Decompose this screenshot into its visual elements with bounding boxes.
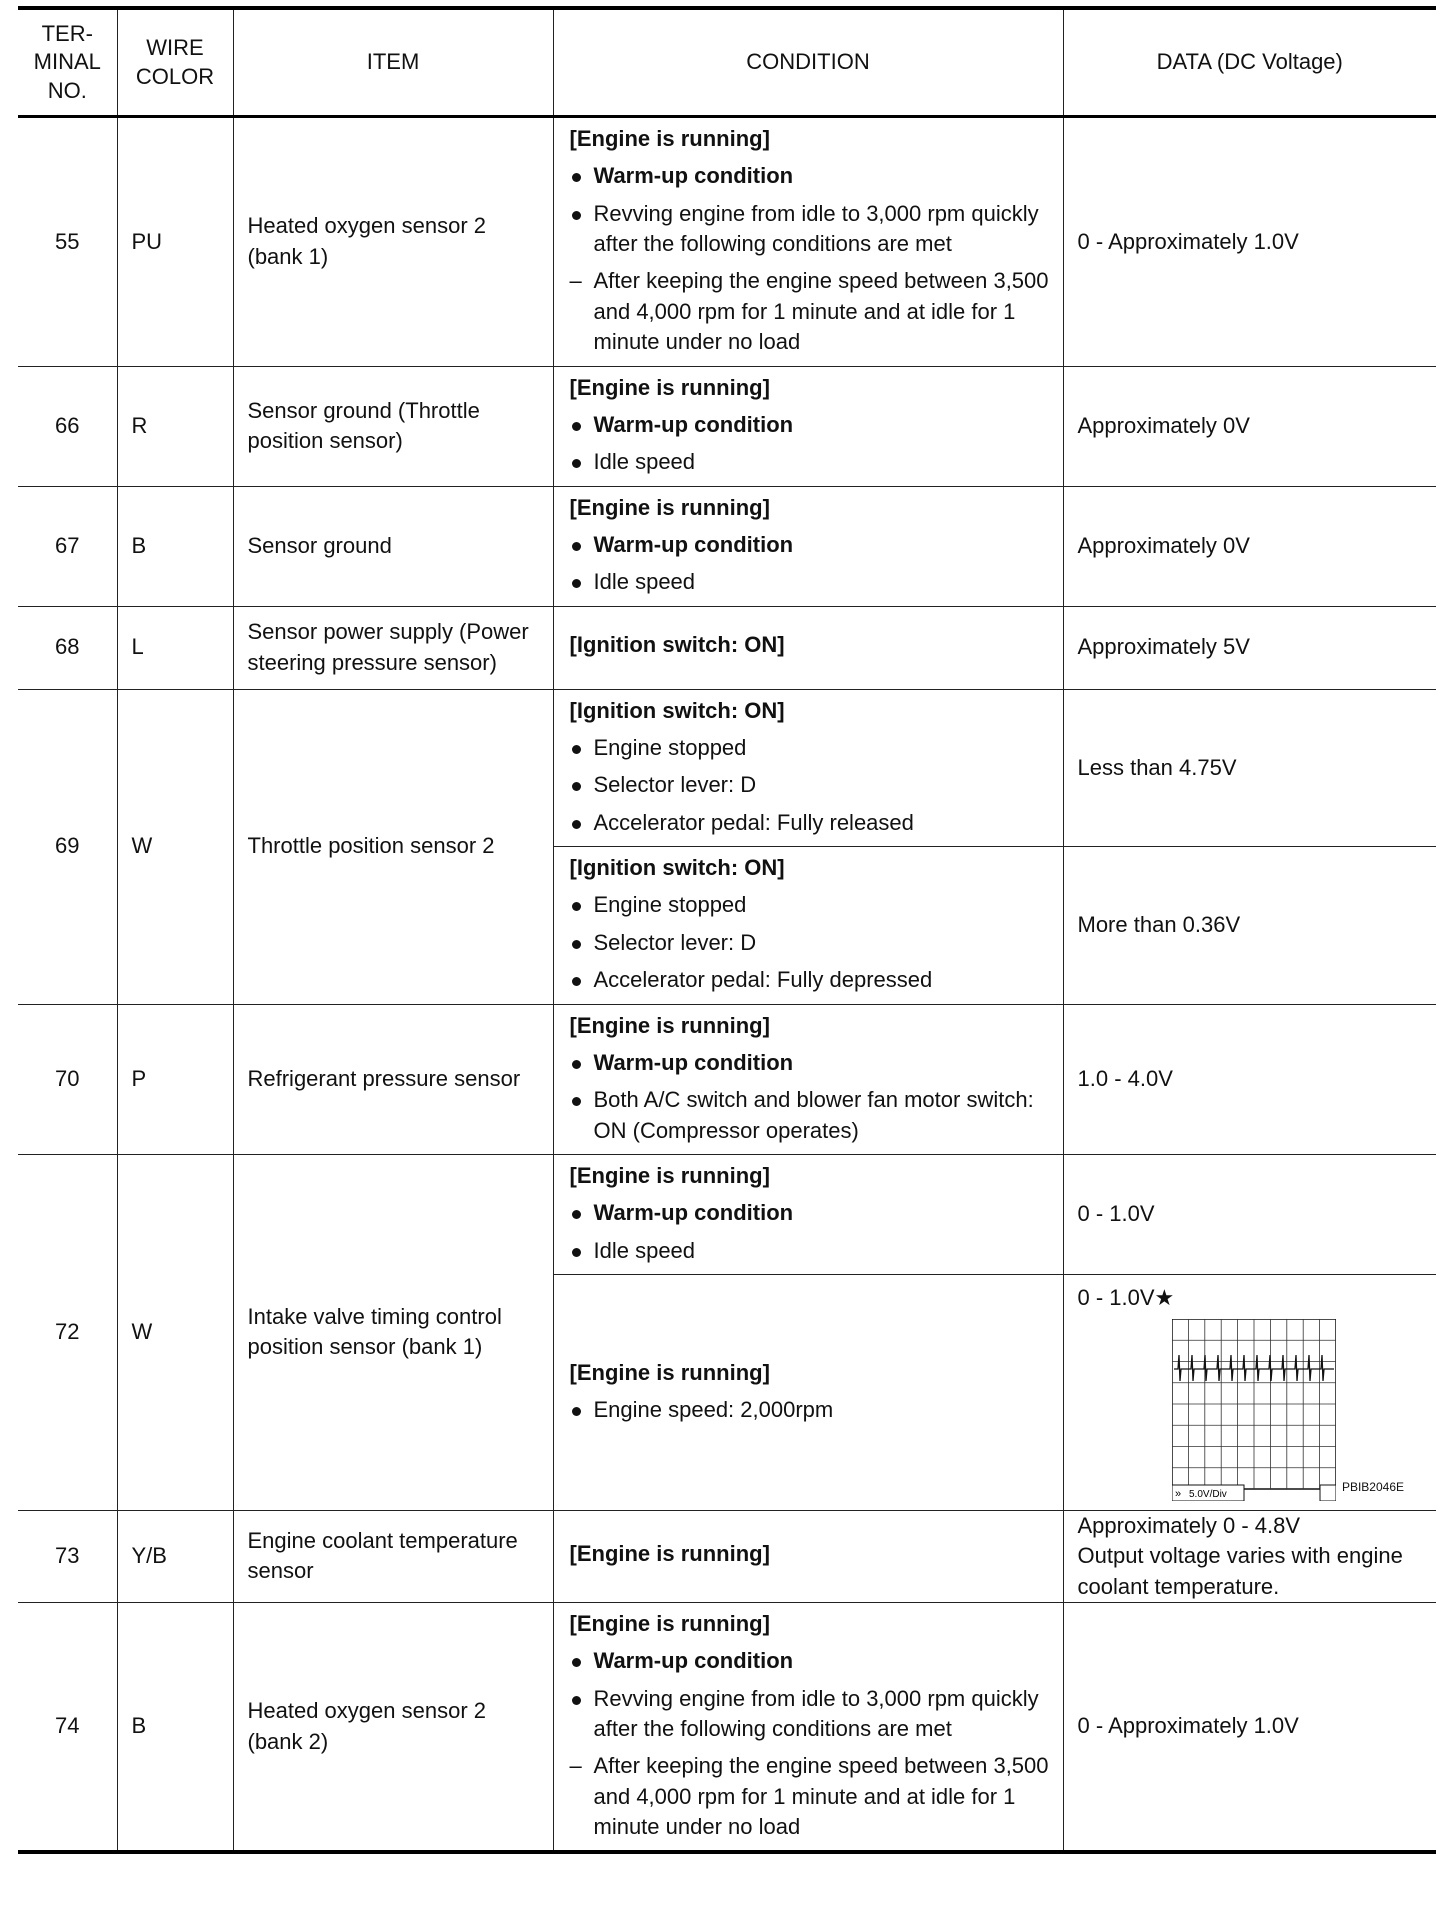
terminal-cell: 73 <box>18 1510 117 1602</box>
wire-color-cell: Y/B <box>117 1510 233 1602</box>
item-cell: Refrigerant pressure sensor <box>233 1004 553 1154</box>
table-row <box>18 486 1436 606</box>
condition-item: Revving engine from idle to 3,000 rpm quickly after the following conditions are met <box>570 199 1057 260</box>
item-cell: Heated oxygen sensor 2 (bank 2) <box>233 1602 553 1852</box>
scope-division-label: 5.0V/Div <box>1188 1489 1227 1501</box>
data-cell: 1.0 - 4.0V <box>1063 1004 1436 1154</box>
item-cell: Sensor ground (Throttle position sensor) <box>233 366 553 486</box>
wire-color-cell: PU <box>117 117 233 367</box>
item-cell: Engine coolant temperature sensor <box>233 1510 553 1602</box>
terminal-cell: 72 <box>18 1154 117 1510</box>
terminal-cell: 68 <box>18 606 117 689</box>
condition-cell <box>553 1510 1063 1602</box>
condition-item: Idle speed <box>570 447 1057 477</box>
condition-header: [Engine is running] <box>569 1012 770 1038</box>
condition-item: Accelerator pedal: Fully released <box>570 808 1057 838</box>
condition-item: Warm-up condition <box>570 1198 1057 1228</box>
ecm-terminal-table <box>18 6 1436 1854</box>
condition-item: Selector lever: D <box>570 770 1057 800</box>
oscilloscope-figure <box>1172 1319 1336 1509</box>
data-cell: Less than 4.75V <box>1063 689 1436 846</box>
condition-item: Warm-up condition <box>570 161 1057 191</box>
condition-subitem: – After keeping the engine speed between 3,500 and 4,000 rpm for 1 minute and at idle for 1 minute under no load <box>570 1751 1057 1842</box>
terminal-cell: 70 <box>18 1004 117 1154</box>
condition-item: Warm-up condition <box>570 410 1057 440</box>
table-row <box>18 1004 1436 1154</box>
header-terminal-l3: NO. <box>47 77 87 103</box>
scope-corner-box <box>1320 1485 1336 1501</box>
condition-item: Engine stopped <box>570 890 1057 920</box>
scope-data-value <box>1078 1283 1431 1313</box>
wire-color-cell: R <box>117 366 233 486</box>
condition-header: [Engine is running] <box>569 1359 770 1385</box>
header-terminal-no <box>18 8 117 117</box>
condition-header: [Engine is running] <box>569 1162 770 1188</box>
data-cell <box>1063 1510 1436 1602</box>
condition-header: [Engine is running] <box>569 374 770 400</box>
condition-cell <box>553 847 1063 1004</box>
table-row <box>18 689 1436 846</box>
figure-id: PBIB2046E <box>1341 1480 1404 1495</box>
table-row <box>18 1602 1436 1852</box>
condition-item: Revving engine from idle to 3,000 rpm quickly after the following conditions are met <box>570 1684 1057 1745</box>
condition-item: Selector lever: D <box>570 928 1057 958</box>
header-terminal-l2: MINAL <box>33 49 101 75</box>
item-cell: Sensor ground <box>233 486 553 606</box>
condition-header: [Engine is running] <box>569 126 770 151</box>
wire-color-cell: P <box>117 1004 233 1154</box>
header-wire-l1: WIRE <box>146 34 204 60</box>
header-wire-l2: COLOR <box>135 63 215 89</box>
wire-color-cell: B <box>117 1602 233 1852</box>
terminal-cell: 74 <box>18 1602 117 1852</box>
table-row <box>18 1510 1436 1602</box>
condition-item: Warm-up condition <box>570 1048 1057 1078</box>
wire-color-cell: W <box>117 689 233 1004</box>
condition-header: [Engine is running] <box>569 1610 770 1636</box>
data-note: Output voltage varies with engine coolant temperature. <box>1077 1543 1403 1599</box>
terminal-cell: 66 <box>18 366 117 486</box>
table-header-row <box>18 8 1436 117</box>
condition-item: Warm-up condition <box>570 1646 1057 1676</box>
condition-item: Accelerator pedal: Fully depressed <box>570 965 1057 995</box>
condition-item: Idle speed <box>570 567 1057 597</box>
data-value: 0 - 1.0V <box>1077 1285 1155 1311</box>
condition-cell <box>553 1275 1063 1511</box>
wire-color-cell: L <box>117 606 233 689</box>
condition-cell <box>553 486 1063 606</box>
condition-item: Engine speed: 2,000rpm <box>570 1395 1057 1425</box>
header-wire-color <box>117 8 233 117</box>
wire-color-cell: B <box>117 486 233 606</box>
condition-header: [Ignition switch: ON] <box>569 855 785 881</box>
condition-subitem: – After keeping the engine speed between 3,500 and 4,000 rpm for 1 minute and at idle for 1 minute under no load <box>570 266 1057 357</box>
condition-item: Both A/C switch and blower fan motor switch: ON (Compressor operates) <box>570 1085 1057 1146</box>
oscilloscope-waveform <box>1172 1319 1336 1501</box>
header-terminal-l1: TER- <box>41 20 93 46</box>
condition-cell <box>553 366 1063 486</box>
table-row <box>18 117 1436 367</box>
item-cell: Heated oxygen sensor 2 (bank 1) <box>233 117 553 367</box>
condition-header: [Engine is running] <box>569 494 770 520</box>
condition-cell <box>553 689 1063 846</box>
condition-header: [Ignition switch: ON] <box>569 697 785 723</box>
condition-cell <box>553 1154 1063 1274</box>
table-row <box>18 366 1436 486</box>
data-cell: 0 - Approximately 1.0V <box>1063 117 1436 367</box>
condition-cell <box>553 1602 1063 1852</box>
condition-cell <box>553 606 1063 689</box>
header-data: DATA (DC Voltage) <box>1063 8 1436 117</box>
condition-cell <box>553 117 1063 367</box>
data-value: Approximately 0 - 4.8V <box>1077 1512 1301 1538</box>
wire-color-cell: W <box>117 1154 233 1510</box>
condition-cell <box>553 1004 1063 1154</box>
data-cell: More than 0.36V <box>1063 847 1436 1004</box>
data-cell: 0 - Approximately 1.0V <box>1063 1602 1436 1852</box>
header-item: ITEM <box>233 8 553 117</box>
star-icon: ★ <box>1154 1285 1175 1311</box>
table-row <box>18 606 1436 689</box>
item-cell: Sensor power supply (Power steering pressure sensor) <box>233 606 553 689</box>
terminal-cell: 55 <box>18 117 117 367</box>
terminal-cell: 67 <box>18 486 117 606</box>
header-condition: CONDITION <box>553 8 1063 117</box>
condition-item: Warm-up condition <box>570 530 1057 560</box>
scope-arrow-icon: » <box>1174 1488 1181 1501</box>
condition-item: Idle speed <box>570 1236 1057 1266</box>
table-row <box>18 1154 1436 1274</box>
data-cell: Approximately 0V <box>1063 366 1436 486</box>
condition-item: Engine stopped <box>570 733 1057 763</box>
terminal-cell: 69 <box>18 689 117 1004</box>
data-cell: Approximately 0V <box>1063 486 1436 606</box>
condition-header: [Ignition switch: ON] <box>569 632 785 658</box>
data-cell: 0 - 1.0V <box>1063 1154 1436 1274</box>
data-cell-with-scope <box>1063 1275 1436 1511</box>
data-cell: Approximately 5V <box>1063 606 1436 689</box>
condition-header: [Engine is running] <box>569 1541 770 1567</box>
item-cell: Intake valve timing control position sensor (bank 1) <box>233 1154 553 1510</box>
item-cell: Throttle position sensor 2 <box>233 689 553 1004</box>
